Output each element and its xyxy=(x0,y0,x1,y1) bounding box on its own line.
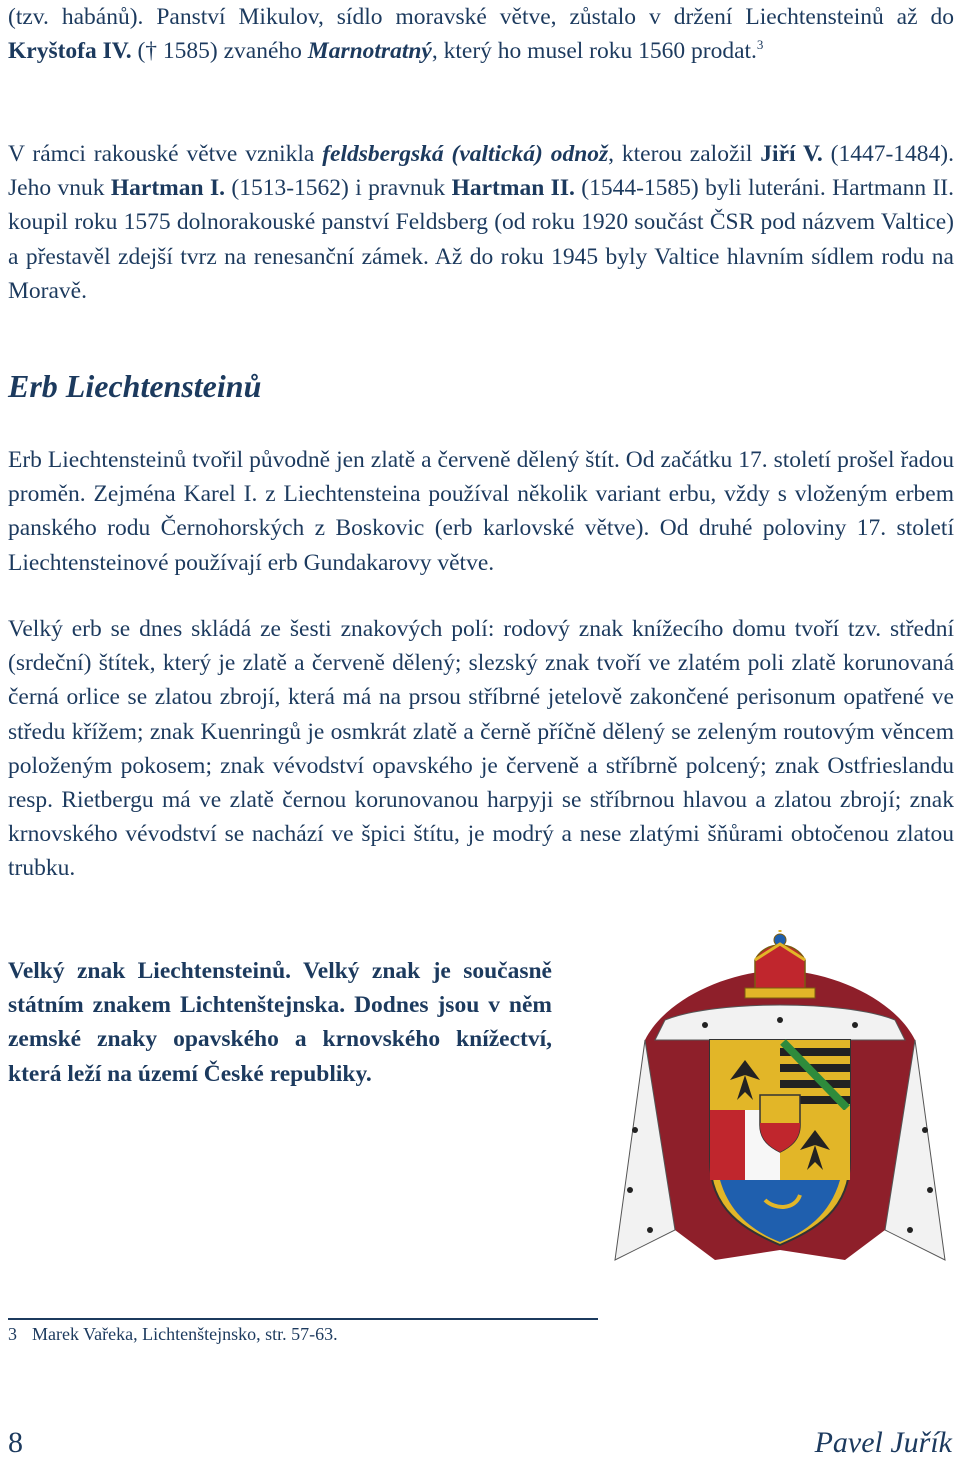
section-heading: Erb Liechtensteinů xyxy=(8,368,262,404)
footnote-ref: 3 xyxy=(756,37,764,53)
coat-of-arms-image xyxy=(605,930,955,1280)
image-caption: Velký znak Liechtensteinů. Velký znak je současně státním znakem Lichtenštejnska. Dodnes jsou v něm zemské znaky opavského a krnovského knížectví, která leží na území České republiky. xyxy=(8,958,552,1087)
footnote-number: 3 xyxy=(8,1324,17,1344)
paragraph-coat-history: Erb Liechtensteinů tvořil původně jen zlatě a červeně dělený štít. Od začátku 17. století prošel řadou proměn. Zejména Karel I. z Liechtensteina používal několik variant erbu, vždy s vloženým erbem panského rodu Černohorských z Boskovic (erb karlovské větve). Od druhé poloviny 17. století Liechtensteinové používají erb Gundakarovy větve. xyxy=(8,447,954,576)
shield-icon xyxy=(710,1040,850,1245)
footnote-divider xyxy=(8,1318,598,1320)
paragraph-coat-description: Velký erb se dnes skládá ze šesti znakových polí: rodový znak knížecího domu tvoří tzv. střední (srdeční) štítek, který je zlatě a červeně dělený; slezský znak tvoří ve zlatém poli zlatě korunovaná černá orlice se zlatou zbrojí, která má na prsou stříbrné jetelově zakončené perisonum opatřené ve středu křížem; znak Kuenringů je osmkrát zlatě a černě příčně dělený se zeleným routovým věncem položeným pokosem; znak vévodství opavského je červeně a stříbrně polcený; znak Ostfrieslandu resp. Rietbergu má ve zlatě černou korunovanou harpyji se stříbrnou hlavou a zlatou zbrojí; znak krnovského vévodství se nachází ve špici štítu, je modrý a nese zlatými šňůrami obtočenou zlatou trubku. xyxy=(8,616,954,882)
page-number: 8 xyxy=(8,1426,23,1459)
footnote-text: Marek Vařeka, Lichtenštejnsko, str. 57-63. xyxy=(32,1324,338,1344)
crown-icon xyxy=(745,930,815,998)
paragraph-feldsberg: V rámci rakouské větve vznikla feldsbergská (valtická) odnož, kterou založil Jiří V. (1447-1484). Jeho vnuk Hartman I. (1513-1562) i pravnuk Hartman II. (1544-1585) byli luteráni. Hartmann II. koupil roku 1575 dolnorakouské panství Feldsberg (od roku 1920 součást ČSR pod názvem Valtice) a přestavěl zdejší tvrz na renesanční zámek. Až do roku 1945 byly Valtice hlavním sídlem rodu na Moravě. xyxy=(8,141,955,304)
paragraph-intro: (tzv. habánů). Panství Mikulov, sídlo moravské větve, zůstalo v držení Liechtensteinů až do Kryštofa IV. († 1585) zvaného Marnotratný, který ho musel roku 1560 prodat.$^3$ xyxy=(8,4,954,65)
footnote xyxy=(8,1324,338,1345)
author-name: Pavel Juřík xyxy=(814,1426,952,1459)
